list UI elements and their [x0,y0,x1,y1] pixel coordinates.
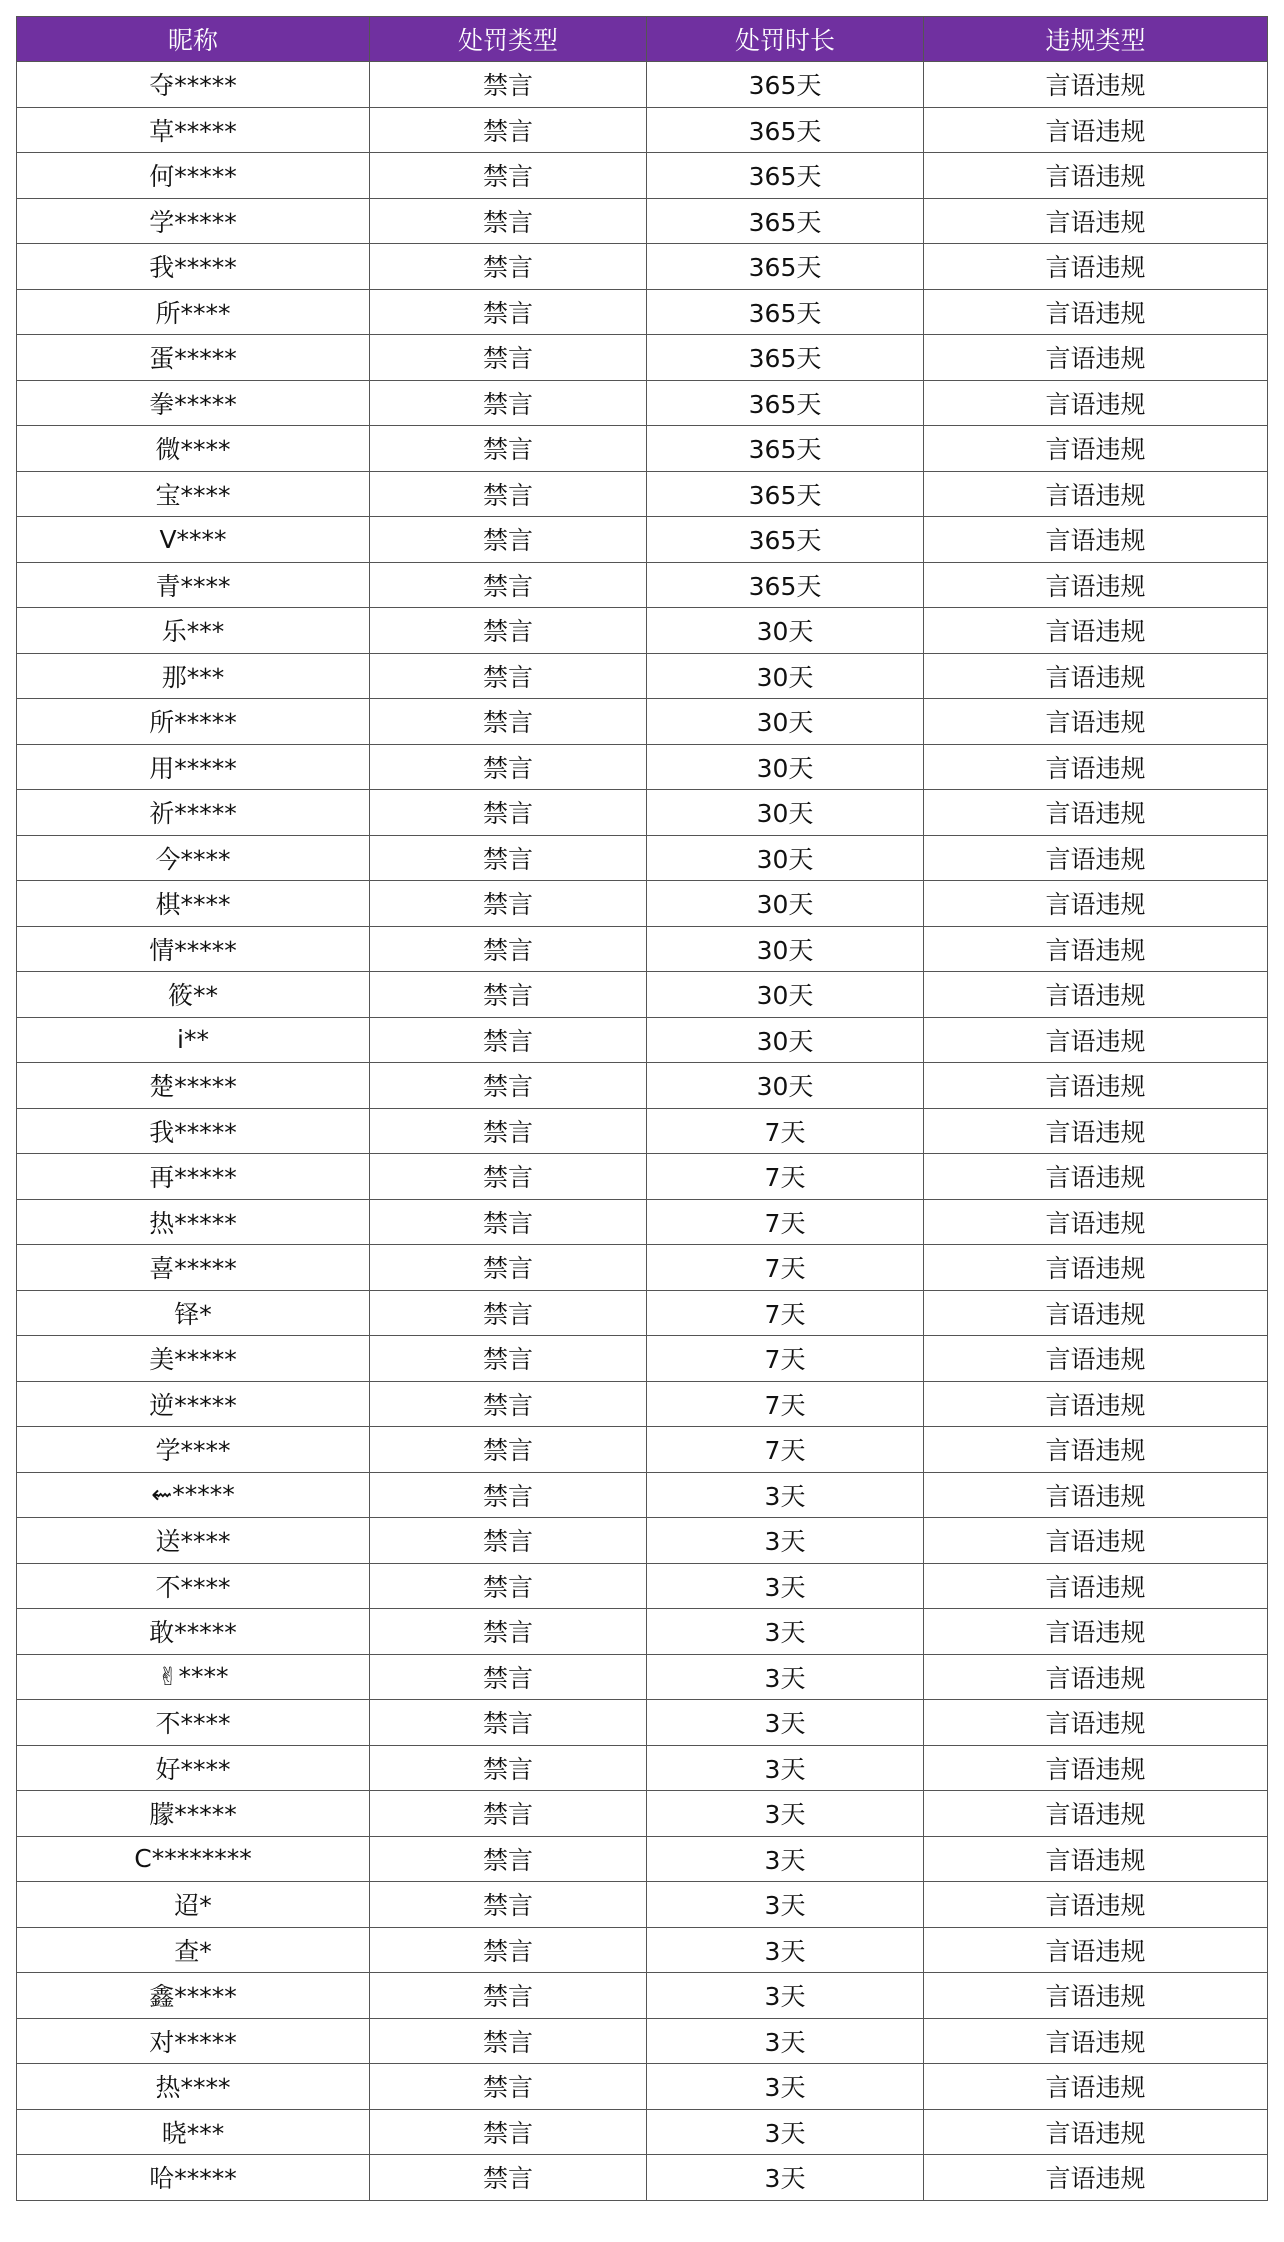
cell-penalty-duration: 3天 [647,1609,924,1655]
cell-violation-type: 言语违规 [924,653,1268,699]
table-row [17,1836,1268,1882]
cell-nickname: 棋**** [17,881,370,927]
cell-penalty-duration: 7天 [647,1245,924,1291]
cell-penalty-duration: 30天 [647,972,924,1018]
cell-penalty-type: 禁言 [370,1745,647,1791]
cell-penalty-type: 禁言 [370,972,647,1018]
cell-nickname: 敢***** [17,1609,370,1655]
cell-penalty-duration: 3天 [647,1654,924,1700]
cell-nickname: 喜***** [17,1245,370,1291]
cell-violation-type: 言语违规 [924,1563,1268,1609]
table-row [17,517,1268,563]
cell-nickname: 学**** [17,1427,370,1473]
cell-nickname: 哈***** [17,2155,370,2201]
cell-violation-type: 言语违规 [924,380,1268,426]
table-row [17,1609,1268,1655]
cell-violation-type: 言语违规 [924,744,1268,790]
cell-penalty-type: 禁言 [370,835,647,881]
cell-nickname: 用***** [17,744,370,790]
cell-nickname: 再***** [17,1154,370,1200]
cell-violation-type: 言语违规 [924,2064,1268,2110]
cell-violation-type: 言语违规 [924,1017,1268,1063]
cell-violation-type: 言语违规 [924,62,1268,108]
cell-penalty-type: 禁言 [370,471,647,517]
table-row [17,2064,1268,2110]
cell-violation-type: 言语违规 [924,1472,1268,1518]
cell-penalty-duration: 365天 [647,62,924,108]
cell-violation-type: 言语违规 [924,289,1268,335]
cell-penalty-type: 禁言 [370,153,647,199]
cell-penalty-duration: 7天 [647,1199,924,1245]
table-row [17,1245,1268,1291]
cell-nickname: 乐*** [17,608,370,654]
cell-violation-type: 言语违规 [924,790,1268,836]
cell-nickname: i** [17,1017,370,1063]
cell-penalty-type: 禁言 [370,1154,647,1200]
cell-violation-type: 言语违规 [924,1336,1268,1382]
cell-violation-type: 言语违规 [924,1700,1268,1746]
cell-nickname: 不**** [17,1700,370,1746]
table-row [17,1700,1268,1746]
table-row [17,2109,1268,2155]
cell-violation-type: 言语违规 [924,1745,1268,1791]
cell-nickname: 拳***** [17,380,370,426]
cell-penalty-type: 禁言 [370,62,647,108]
table-row [17,1563,1268,1609]
cell-nickname: 宝**** [17,471,370,517]
cell-nickname: 鑫***** [17,1973,370,2019]
cell-penalty-type: 禁言 [370,1882,647,1928]
cell-nickname: 草***** [17,107,370,153]
cell-nickname: 铎* [17,1290,370,1336]
table-row [17,1336,1268,1382]
table-row [17,1654,1268,1700]
cell-violation-type: 言语违规 [924,1381,1268,1427]
cell-penalty-duration: 3天 [647,1836,924,1882]
cell-nickname: C******** [17,1836,370,1882]
table-row [17,380,1268,426]
table-row [17,790,1268,836]
table-row [17,1381,1268,1427]
table-row [17,699,1268,745]
table-body [17,62,1268,2201]
cell-penalty-type: 禁言 [370,562,647,608]
cell-penalty-type: 禁言 [370,881,647,927]
cell-penalty-duration: 365天 [647,517,924,563]
cell-penalty-duration: 3天 [647,2064,924,2110]
table-row [17,1518,1268,1564]
table-row [17,1745,1268,1791]
table-row [17,335,1268,381]
cell-nickname: 楚***** [17,1063,370,1109]
table-row [17,1791,1268,1837]
cell-violation-type: 言语违规 [924,608,1268,654]
cell-penalty-duration: 3天 [647,2155,924,2201]
cell-violation-type: 言语违规 [924,699,1268,745]
cell-penalty-type: 禁言 [370,2064,647,2110]
cell-nickname: ✌**** [17,1654,370,1700]
cell-violation-type: 言语违规 [924,426,1268,472]
cell-penalty-type: 禁言 [370,1472,647,1518]
cell-violation-type: 言语违规 [924,1154,1268,1200]
cell-penalty-type: 禁言 [370,1836,647,1882]
cell-penalty-type: 禁言 [370,744,647,790]
table-row [17,1017,1268,1063]
cell-penalty-type: 禁言 [370,426,647,472]
cell-penalty-duration: 30天 [647,653,924,699]
cell-penalty-duration: 7天 [647,1336,924,1382]
cell-penalty-duration: 365天 [647,380,924,426]
table-row [17,2155,1268,2201]
cell-violation-type: 言语违规 [924,1791,1268,1837]
cell-penalty-duration: 3天 [647,1472,924,1518]
cell-penalty-type: 禁言 [370,1017,647,1063]
table-row [17,426,1268,472]
penalty-table [16,16,1268,2201]
cell-penalty-duration: 365天 [647,471,924,517]
cell-penalty-type: 禁言 [370,1654,647,1700]
cell-violation-type: 言语违规 [924,1973,1268,2019]
header-violation-type: 违规类型 [924,17,1268,62]
cell-penalty-type: 禁言 [370,517,647,563]
cell-penalty-duration: 3天 [647,1791,924,1837]
table-row [17,881,1268,927]
cell-penalty-duration: 3天 [647,1973,924,2019]
cell-penalty-duration: 30天 [647,1063,924,1109]
cell-nickname: 朦***** [17,1791,370,1837]
cell-penalty-type: 禁言 [370,926,647,972]
table-row [17,1154,1268,1200]
cell-penalty-duration: 365天 [647,153,924,199]
cell-penalty-type: 禁言 [370,1563,647,1609]
cell-penalty-duration: 30天 [647,699,924,745]
cell-nickname: 晓*** [17,2109,370,2155]
table-row [17,1882,1268,1928]
cell-penalty-duration: 3天 [647,1518,924,1564]
table-row [17,744,1268,790]
cell-penalty-type: 禁言 [370,2155,647,2201]
table-row [17,1063,1268,1109]
cell-violation-type: 言语违规 [924,881,1268,927]
cell-nickname: 迢* [17,1882,370,1928]
cell-penalty-type: 禁言 [370,107,647,153]
cell-nickname: 我***** [17,244,370,290]
cell-penalty-type: 禁言 [370,1199,647,1245]
table-row [17,1108,1268,1154]
cell-penalty-type: 禁言 [370,1973,647,2019]
cell-violation-type: 言语违规 [924,153,1268,199]
header-penalty-type: 处罚类型 [370,17,647,62]
cell-violation-type: 言语违规 [924,335,1268,381]
cell-violation-type: 言语违规 [924,1108,1268,1154]
table-row [17,62,1268,108]
cell-penalty-type: 禁言 [370,608,647,654]
cell-violation-type: 言语违规 [924,107,1268,153]
cell-penalty-duration: 3天 [647,2109,924,2155]
cell-nickname: 今**** [17,835,370,881]
cell-penalty-duration: 365天 [647,335,924,381]
cell-violation-type: 言语违规 [924,1836,1268,1882]
cell-violation-type: 言语违规 [924,1199,1268,1245]
cell-nickname: 送**** [17,1518,370,1564]
cell-violation-type: 言语违规 [924,2018,1268,2064]
penalty-table-container [16,16,1267,2201]
cell-violation-type: 言语违规 [924,1427,1268,1473]
table-row [17,1427,1268,1473]
cell-penalty-duration: 3天 [647,1563,924,1609]
cell-nickname: V**** [17,517,370,563]
cell-penalty-duration: 30天 [647,881,924,927]
cell-penalty-duration: 365天 [647,244,924,290]
cell-violation-type: 言语违规 [924,1063,1268,1109]
table-row [17,153,1268,199]
cell-penalty-duration: 3天 [647,1745,924,1791]
cell-nickname: 对***** [17,2018,370,2064]
table-row [17,2018,1268,2064]
cell-nickname: 学***** [17,198,370,244]
cell-nickname: 蛋***** [17,335,370,381]
cell-violation-type: 言语违规 [924,926,1268,972]
cell-violation-type: 言语违规 [924,1609,1268,1655]
cell-penalty-duration: 7天 [647,1290,924,1336]
cell-penalty-type: 禁言 [370,699,647,745]
table-row [17,926,1268,972]
cell-nickname: 热**** [17,2064,370,2110]
table-row [17,972,1268,1018]
table-row [17,1973,1268,2019]
cell-violation-type: 言语违规 [924,972,1268,1018]
table-row [17,244,1268,290]
cell-nickname: 何***** [17,153,370,199]
cell-penalty-duration: 3天 [647,2018,924,2064]
cell-nickname: 所**** [17,289,370,335]
cell-penalty-type: 禁言 [370,1381,647,1427]
cell-penalty-type: 禁言 [370,1609,647,1655]
table-row [17,1290,1268,1336]
cell-penalty-type: 禁言 [370,335,647,381]
cell-violation-type: 言语违规 [924,1245,1268,1291]
table-row [17,1472,1268,1518]
cell-violation-type: 言语违规 [924,2109,1268,2155]
cell-penalty-type: 禁言 [370,1427,647,1473]
cell-penalty-duration: 7天 [647,1154,924,1200]
cell-penalty-type: 禁言 [370,790,647,836]
cell-violation-type: 言语违规 [924,1518,1268,1564]
cell-nickname: 那*** [17,653,370,699]
cell-penalty-type: 禁言 [370,1108,647,1154]
cell-penalty-duration: 365天 [647,562,924,608]
table-row [17,107,1268,153]
table-header [17,17,1268,62]
cell-violation-type: 言语违规 [924,1927,1268,1973]
cell-violation-type: 言语违规 [924,244,1268,290]
cell-penalty-duration: 30天 [647,744,924,790]
cell-penalty-type: 禁言 [370,1290,647,1336]
cell-nickname: 不**** [17,1563,370,1609]
cell-penalty-duration: 7天 [647,1108,924,1154]
table-row [17,608,1268,654]
cell-penalty-duration: 30天 [647,835,924,881]
cell-penalty-type: 禁言 [370,1791,647,1837]
cell-penalty-type: 禁言 [370,653,647,699]
cell-penalty-type: 禁言 [370,1518,647,1564]
table-row [17,289,1268,335]
cell-violation-type: 言语违规 [924,517,1268,563]
cell-nickname: 热***** [17,1199,370,1245]
cell-nickname: 好**** [17,1745,370,1791]
cell-penalty-type: 禁言 [370,1700,647,1746]
cell-violation-type: 言语违规 [924,1882,1268,1928]
cell-penalty-duration: 30天 [647,1017,924,1063]
table-row [17,1927,1268,1973]
cell-penalty-type: 禁言 [370,198,647,244]
cell-penalty-duration: 7天 [647,1427,924,1473]
cell-violation-type: 言语违规 [924,562,1268,608]
table-row [17,198,1268,244]
cell-penalty-type: 禁言 [370,380,647,426]
cell-violation-type: 言语违规 [924,198,1268,244]
cell-nickname: ⇜***** [17,1472,370,1518]
cell-penalty-type: 禁言 [370,2109,647,2155]
cell-penalty-type: 禁言 [370,289,647,335]
cell-nickname: 美***** [17,1336,370,1382]
cell-penalty-type: 禁言 [370,2018,647,2064]
cell-nickname: 微**** [17,426,370,472]
cell-penalty-duration: 3天 [647,1927,924,1973]
cell-nickname: 情***** [17,926,370,972]
cell-penalty-type: 禁言 [370,1927,647,1973]
cell-nickname: 祈***** [17,790,370,836]
header-nickname: 昵称 [17,17,370,62]
table-row [17,471,1268,517]
cell-violation-type: 言语违规 [924,2155,1268,2201]
cell-penalty-duration: 30天 [647,790,924,836]
cell-nickname: 夺***** [17,62,370,108]
cell-penalty-type: 禁言 [370,1245,647,1291]
header-penalty-duration: 处罚时长 [647,17,924,62]
cell-penalty-duration: 365天 [647,426,924,472]
cell-penalty-duration: 365天 [647,198,924,244]
cell-violation-type: 言语违规 [924,1290,1268,1336]
cell-penalty-duration: 365天 [647,107,924,153]
cell-nickname: 青**** [17,562,370,608]
cell-nickname: 逆***** [17,1381,370,1427]
cell-penalty-duration: 7天 [647,1381,924,1427]
cell-violation-type: 言语违规 [924,835,1268,881]
cell-nickname: 我***** [17,1108,370,1154]
cell-violation-type: 言语违规 [924,1654,1268,1700]
cell-penalty-type: 禁言 [370,1336,647,1382]
cell-penalty-duration: 30天 [647,608,924,654]
cell-penalty-type: 禁言 [370,1063,647,1109]
cell-nickname: 所***** [17,699,370,745]
cell-penalty-duration: 365天 [647,289,924,335]
cell-penalty-duration: 3天 [647,1882,924,1928]
cell-nickname: 筱** [17,972,370,1018]
table-row [17,835,1268,881]
cell-penalty-duration: 3天 [647,1700,924,1746]
cell-violation-type: 言语违规 [924,471,1268,517]
table-row [17,562,1268,608]
header-row [17,17,1268,62]
cell-nickname: 查* [17,1927,370,1973]
cell-penalty-type: 禁言 [370,244,647,290]
table-row [17,1199,1268,1245]
table-row [17,653,1268,699]
cell-penalty-duration: 30天 [647,926,924,972]
